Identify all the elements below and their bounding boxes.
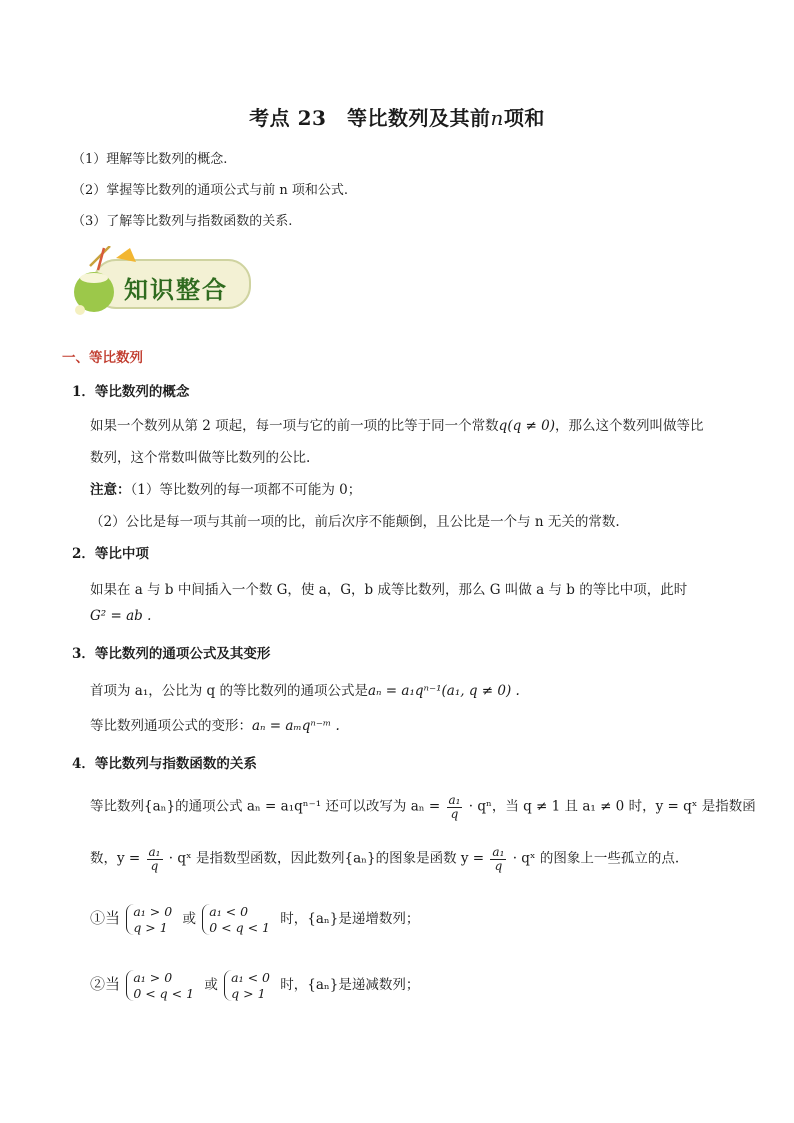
condition-system: a₁ < 0 q > 1 [224,970,274,1001]
objective-3: （3）了解等比数列与指数函数的关系. [72,214,293,229]
knowledge-badge [72,246,254,318]
sub1-paragraph-line1: 如果一个数列从第 2 项起，每一项与它的前一项的比等于同一个常数q(q ≠ 0)，那么这个数列叫做等比 [90,418,704,434]
sub4-paragraph-line2: 数，y = $\frac{\text{a₁}}{q}$ · qˣ 是指数型函数，因此数列{aₙ}的图象是函数 y = $\frac{\text{a₁}}{q}$ · qˣ 的图象上一些孤立的点. [90,845,680,873]
note-line2: （2）公比是每一项与其前一项的比，前后次序不能颠倒，且公比是一个与 n 无关的常数. [90,514,620,530]
fraction-a1-over-q: $\frac{\text{a₁}}{q}$ [492,845,505,873]
note-line1: 注意：（1）等比数列的每一项都不可能为 0； [90,482,362,498]
badge-label: 知识整合 [124,275,228,304]
subsection-2-heading: 2．等比中项 [72,546,149,562]
sub3-paragraph-line1: 首项为 a₁，公比为 q 的等比数列的通项公式是aₙ = a₁qⁿ⁻¹(a₁, q ≠ 0) . [90,683,520,699]
subsection-3-heading: 3．等比数列的通项公式及其变形 [72,646,271,662]
case-2: ②当 a₁ > 0 0 < q < 1 或 a₁ < 0 q > 1 时，{aₙ}是递减数列； [90,970,420,1001]
case-1: ①当 a₁ > 0 q > 1 或 a₁ < 0 0 < q < 1 时，{aₙ}是递增数列； [90,904,420,935]
sub2-paragraph-line1: 如果在 a 与 b 中间插入一个数 G，使 a，G，b 成等比数列，那么 G 叫做 a 与 b 的等比中项，此时 [90,582,688,598]
condition-system: a₁ < 0 0 < q < 1 [202,904,274,935]
sub1-paragraph-line2: 数列，这个常数叫做等比数列的公比. [90,450,311,466]
condition-system: a₁ > 0 0 < q < 1 [126,970,198,1001]
condition-system: a₁ > 0 q > 1 [126,904,176,935]
sub2-paragraph-line2: G² = ab . [90,608,152,624]
section-heading: 一、等比数列 [62,350,143,366]
sub3-paragraph-line2: 等比数列通项公式的变形：aₙ = aₘqⁿ⁻ᵐ . [90,718,340,734]
sub4-paragraph-line1: 等比数列{aₙ}的通项公式 aₙ = a₁qⁿ⁻¹ 还可以改写为 aₙ = $\frac{\text{a₁}}{q}$ · qⁿ，当 q ≠ 1 且 a₁ ≠ 0 时，y = qˣ 是指数函 [90,793,756,821]
objective-1: （1）理解等比数列的概念. [72,152,228,167]
fraction-a1-over-q: $\frac{\text{a₁}}{q}$ [448,793,461,821]
page-title: 考点 23 等比数列及其前n项和 [249,106,545,130]
subsection-4-heading: 4．等比数列与指数函数的关系 [72,756,257,772]
objective-2: （2）掌握等比数列的通项公式与前 n 项和公式. [72,183,349,198]
subsection-1-heading: 1．等比数列的概念 [72,384,190,400]
fraction-a1-over-q: $\frac{\text{a₁}}{q}$ [148,845,161,873]
